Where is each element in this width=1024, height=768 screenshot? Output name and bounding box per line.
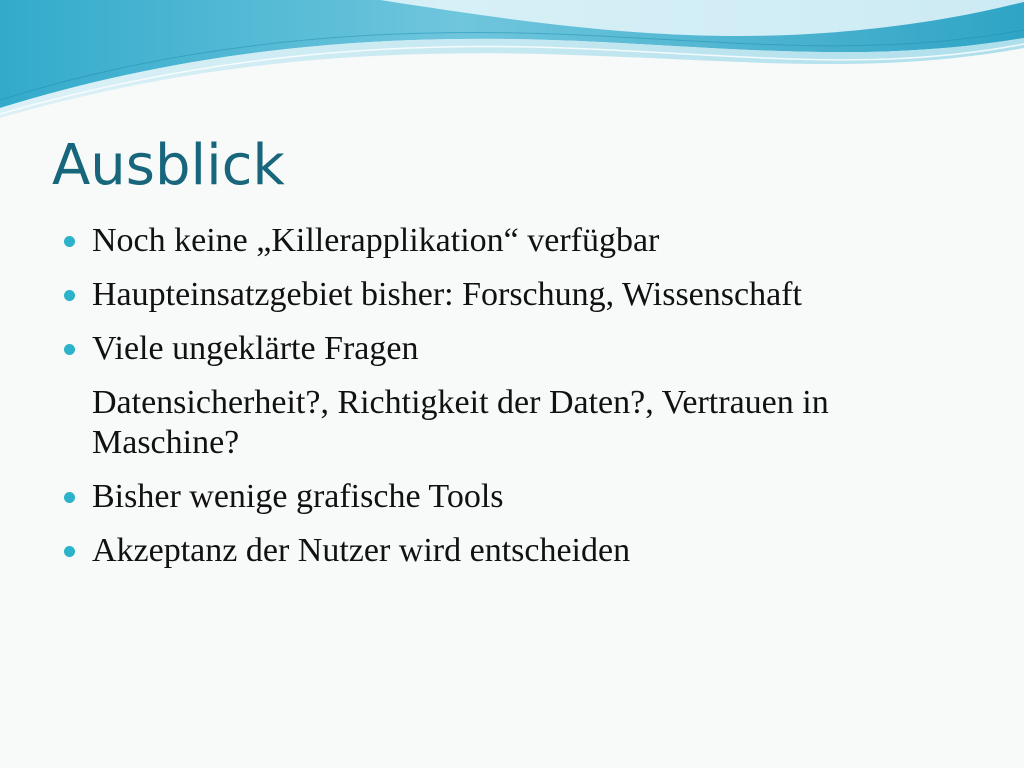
- bullet-item: [64, 275, 984, 315]
- header-wave-decoration: [0, 0, 1024, 130]
- continuation-paragraph: [64, 383, 984, 463]
- bullet-item: [64, 329, 984, 369]
- slide-title: Ausblick: [52, 133, 285, 198]
- bullet-list: [64, 221, 984, 585]
- bullet-item: [64, 531, 984, 571]
- bullet-dot-icon: [64, 236, 75, 247]
- bullet-dot-icon: [64, 492, 75, 503]
- bullet-dot-icon: [64, 344, 75, 355]
- bullet-item: [64, 221, 984, 261]
- bullet-text: Bisher wenige grafische Tools: [92, 478, 504, 515]
- bullet-text: Viele ungeklärte Fragen: [92, 330, 419, 367]
- bullet-item: [64, 477, 984, 517]
- bullet-text: Noch keine „Killerapplikation“ verfügbar: [92, 222, 660, 259]
- bullet-text: Akzeptanz der Nutzer wird entscheiden: [92, 532, 631, 569]
- bullet-dot-icon: [64, 546, 75, 557]
- bullet-text: Haupteinsatzgebiet bisher: Forschung, Wissenschaft: [92, 276, 802, 313]
- bullet-dot-icon: [64, 290, 75, 301]
- continuation-text: Datensicherheit?, Richtigkeit der Daten?, Vertrauen in Maschine?: [92, 384, 829, 461]
